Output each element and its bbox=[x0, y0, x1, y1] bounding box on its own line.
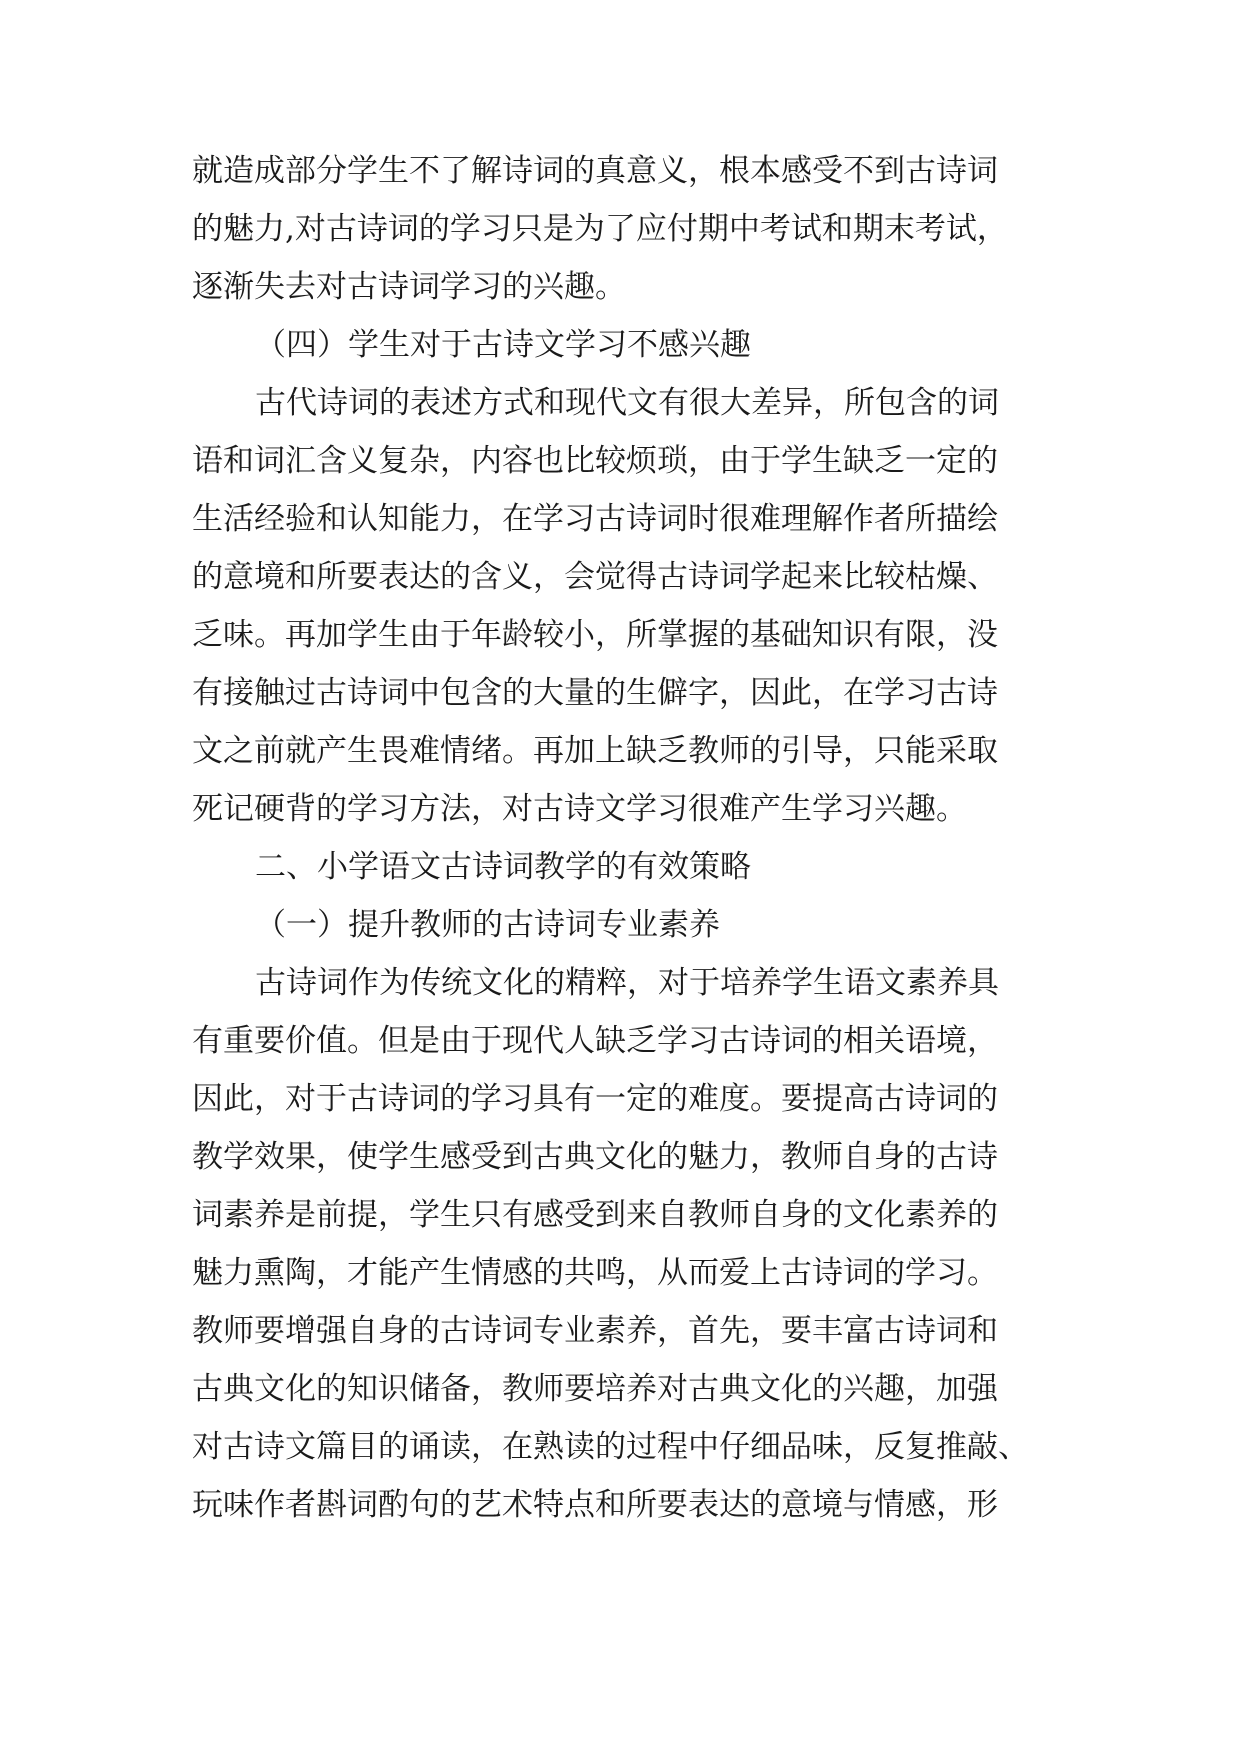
text-line: 的意境和所要表达的含义，会觉得古诗词学起来比较枯燥、 bbox=[192, 559, 998, 595]
text-line: 死记硬背的学习方法，对古诗文学习很难产生学习兴趣。 bbox=[192, 791, 967, 827]
text-line: 因此，对于古诗词的学习具有一定的难度。要提高古诗词的 bbox=[192, 1081, 998, 1117]
text-line: 对古诗文篇目的诵读，在熟读的过程中仔细品味，反复推敲、 bbox=[192, 1429, 1029, 1465]
section-heading: （一）提升教师的古诗词专业素养 bbox=[255, 907, 720, 943]
section-heading: 二、小学语文古诗词教学的有效策略 bbox=[255, 849, 751, 885]
text-line: 古典文化的知识储备，教师要培养对古典文化的兴趣，加强 bbox=[192, 1371, 998, 1407]
text-line: 乏味。再加学生由于年龄较小，所掌握的基础知识有限，没 bbox=[192, 617, 998, 653]
text-line: 词素养是前提，学生只有感受到来自教师自身的文化素养的 bbox=[192, 1197, 998, 1233]
section-heading: （四）学生对于古诗文学习不感兴趣 bbox=[255, 327, 751, 363]
text-line: 文之前就产生畏难情绪。再加上缺乏教师的引导，只能采取 bbox=[192, 733, 998, 769]
text-line: 魅力熏陶，才能产生情感的共鸣，从而爱上古诗词的学习。 bbox=[192, 1255, 998, 1291]
text-line: 玩味作者斟词酌句的艺术特点和所要表达的意境与情感，形 bbox=[192, 1487, 998, 1523]
text-line: 语和词汇含义复杂，内容也比较烦琐，由于学生缺乏一定的 bbox=[192, 443, 998, 479]
text-line: 就造成部分学生不了解诗词的真意义，根本感受不到古诗词 bbox=[192, 153, 998, 189]
text-line: 古代诗词的表述方式和现代文有很大差异，所包含的词 bbox=[255, 385, 999, 421]
text-line: 古诗词作为传统文化的精粹，对于培养学生语文素养具 bbox=[255, 965, 999, 1001]
text-line: 有重要价值。但是由于现代人缺乏学习古诗词的相关语境， bbox=[192, 1023, 998, 1059]
text-line: 逐渐失去对古诗词学习的兴趣。 bbox=[192, 269, 626, 305]
text-line: 教学效果，使学生感受到古典文化的魅力，教师自身的古诗 bbox=[192, 1139, 998, 1175]
text-line: 教师要增强自身的古诗词专业素养，首先，要丰富古诗词和 bbox=[192, 1313, 998, 1349]
text-line: 的魅力,对古诗词的学习只是为了应付期中考试和期末考试， bbox=[192, 211, 1008, 247]
text-line: 生活经验和认知能力，在学习古诗词时很难理解作者所描绘 bbox=[192, 501, 998, 537]
text-line: 有接触过古诗词中包含的大量的生僻字，因此，在学习古诗 bbox=[192, 675, 998, 711]
